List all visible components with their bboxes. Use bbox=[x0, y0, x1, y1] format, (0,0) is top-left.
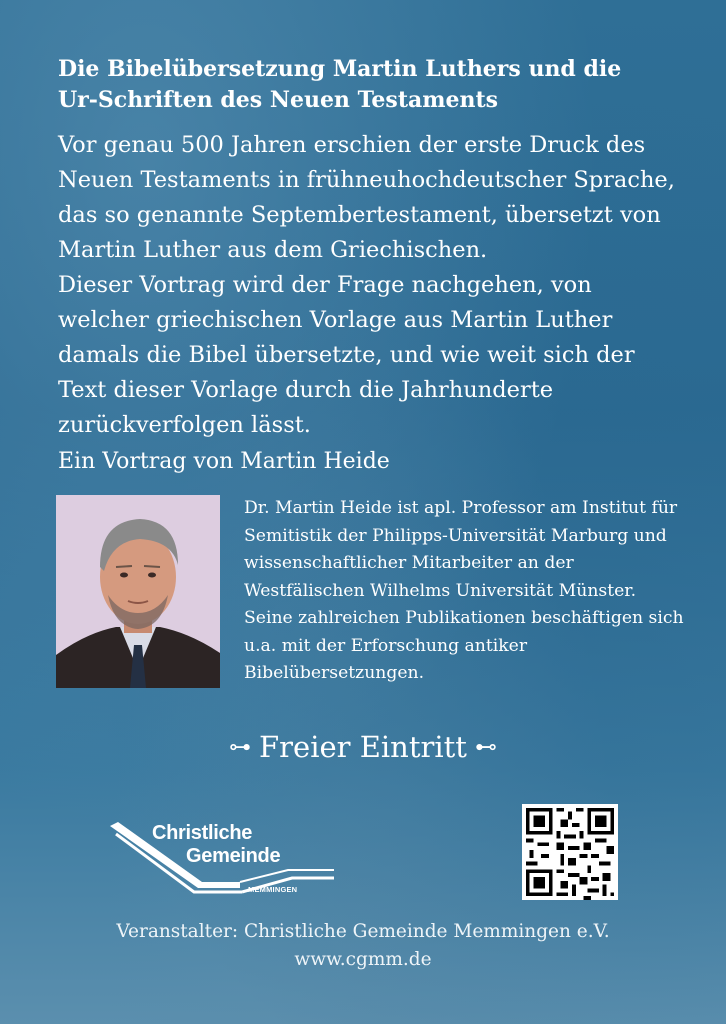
speaker-portrait bbox=[56, 495, 220, 688]
logo-line-1: Christliche bbox=[152, 822, 253, 844]
intro-paragraph-1: Vor genau 500 Jahren erschien der erste Druck des Neuen Testaments in frühneuhochdeutscher Sprache, das so genannte Septembertestament, übersetzt von Martin Luther aus dem Griechischen. bbox=[58, 132, 675, 263]
title-line-2: Ur-Schriften des Neuen Testaments bbox=[58, 87, 499, 113]
speaker-bio: Dr. Martin Heide ist apl. Professor am Institut für Semitistik der Philipps-Universität Marburg und wissenschaftlicher Mitarbeiter an der Westfälischen Wilhelms Universität Münster. Seine zahlreichen Publikationen beschäftigen sich u.a. mit der Erforschung antiker Bibelübersetzungen. bbox=[244, 498, 684, 683]
organizer-text: Veranstalter: Christliche Gemeinde Memmingen e.V. bbox=[116, 921, 610, 942]
free-admission bbox=[0, 730, 726, 764]
footer bbox=[0, 918, 726, 974]
qr-code[interactable] bbox=[522, 804, 618, 900]
speaker-byline: Ein Vortrag von Martin Heide bbox=[58, 449, 390, 474]
website-link[interactable]: www.cgmm.de bbox=[294, 949, 432, 970]
logo-subline: MEMMINGEN bbox=[248, 885, 298, 894]
intro-text bbox=[58, 128, 688, 443]
free-admission-label: Freier Eintritt bbox=[259, 730, 467, 764]
intro-paragraph-2: Dieser Vortrag wird der Frage nachgehen, von welcher griechischen Vorlage aus Martin Luther damals die Bibel übersetzte, und wie weit sich der Text dieser Vorlage durch die Jahrhunderte zurückverfolgen lässt. bbox=[58, 272, 635, 438]
title-line-1: Die Bibelübersetzung Martin Luthers und die bbox=[58, 56, 622, 82]
ornament-left-icon: ⊶ bbox=[229, 735, 252, 760]
church-logo bbox=[108, 818, 338, 898]
flyer-title bbox=[58, 54, 678, 116]
logo-line-2: Gemeinde bbox=[186, 845, 281, 867]
ornament-right-icon: ⊷ bbox=[474, 735, 497, 760]
